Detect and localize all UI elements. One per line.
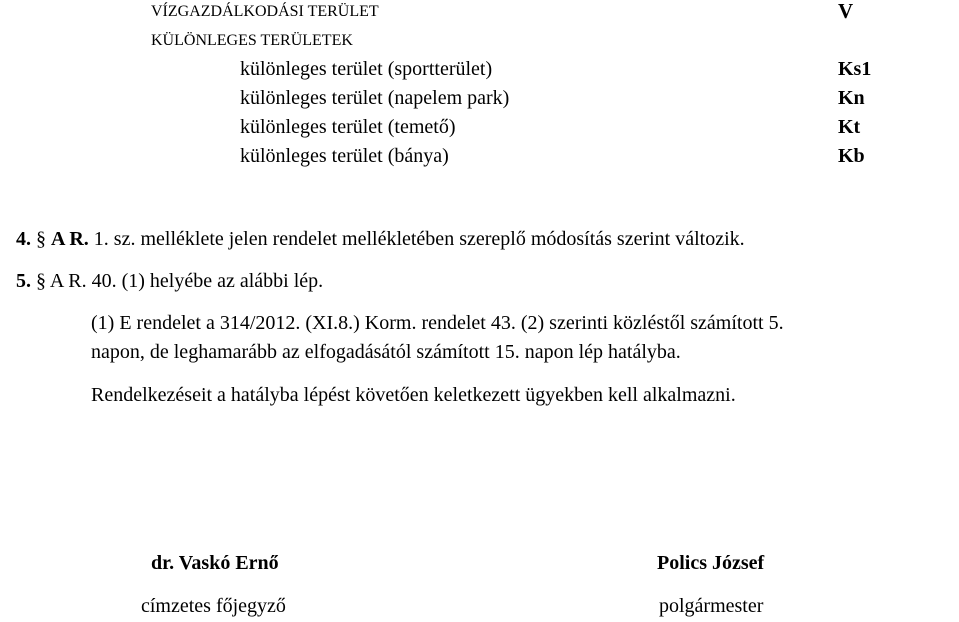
- zone-code-mine: Kb: [838, 145, 865, 167]
- zone-label-sport: különleges terület (sportterület): [240, 58, 493, 80]
- section-5-number: 5.: [16, 270, 31, 292]
- signature-name-mayor: Polics József: [657, 552, 765, 574]
- signature-title-notary: címzetes főjegyző: [141, 595, 286, 617]
- section-4: [16, 229, 745, 249]
- water-zone-code: V: [838, 0, 854, 23]
- section-5-ref: A R.: [49, 270, 87, 292]
- section-5-text: 40. (1) helyébe az alábbi lép.: [91, 270, 324, 292]
- zone-label-cemetery: különleges terület (temető): [240, 116, 456, 138]
- paragraph-1-line-1: (1) E rendelet a 314/2012. (XI.8.) Korm. rendelet 43. (2) szerinti közléstől számított 5.: [91, 312, 784, 334]
- paragraph-2: Rendelkezéseit a hatályba lépést követően keletkezett ügyekben kell alkalmazni.: [91, 384, 736, 406]
- section-5: [16, 271, 323, 291]
- section-sign-icon: §: [36, 270, 46, 292]
- section-sign-icon: §: [36, 228, 46, 250]
- section-4-ref: A R.: [51, 228, 89, 250]
- zone-label-mine: különleges terület (bánya): [240, 145, 449, 167]
- zone-label-solar: különleges terület (napelem park): [240, 87, 510, 109]
- paragraph-1-line-2: napon, de leghamarább az elfogadásától számított 15. napon lép hatályba.: [91, 341, 681, 363]
- zone-code-solar: Kn: [838, 87, 865, 109]
- signature-name-notary: dr. Vaskó Ernő: [151, 552, 279, 574]
- zone-code-cemetery: Kt: [838, 116, 861, 138]
- signature-title-mayor: polgármester: [659, 595, 764, 617]
- zone-code-sport: Ks1: [838, 58, 872, 80]
- section-4-number: 4.: [16, 228, 31, 250]
- section-4-text: 1. sz. melléklete jelen rendelet mellékletében szereplő módosítás szerint változik.: [93, 228, 745, 250]
- special-zones-header: KÜLÖNLEGES TERÜLETEK: [151, 32, 353, 49]
- water-zone-header: VÍZGAZDÁLKODÁSI TERÜLET: [151, 3, 379, 20]
